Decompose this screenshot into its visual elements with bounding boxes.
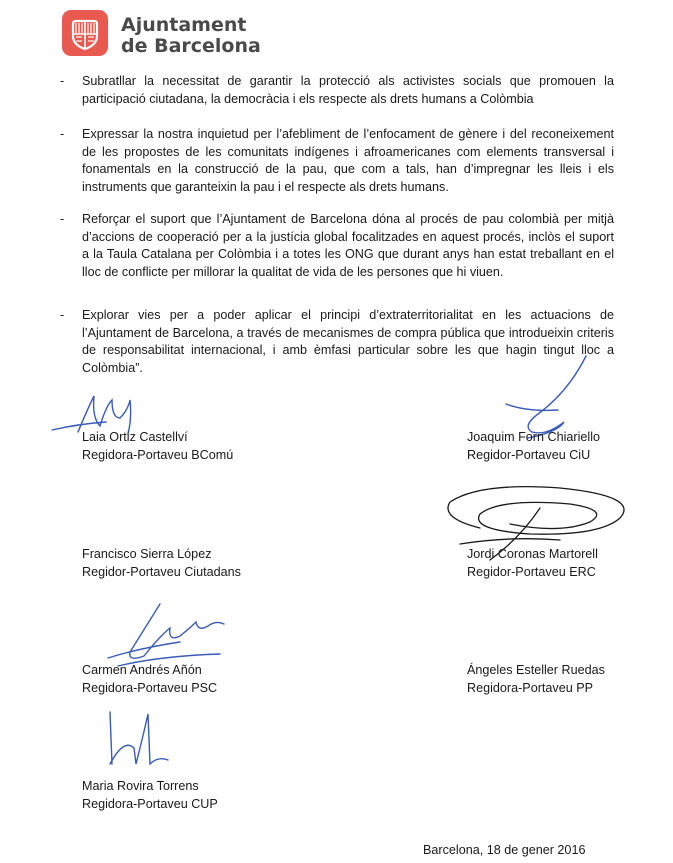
signatory-role: Regidora-Portaveu PP bbox=[467, 681, 594, 695]
signatory-role: Regidora-Portaveu CUP bbox=[82, 797, 218, 811]
organization-name-line2: de Barcelona bbox=[121, 35, 261, 57]
resolution-point-1 bbox=[60, 73, 614, 108]
resolution-point-text: Explorar vies per a poder aplicar el principi d’extraterritorialitat en les actuacions de l’Ajuntament de Barcelona, a través de mecanismes de compra pública que introdueixin criteris de responsabilitat internacional, i amb èmfasi particular sobre les que hagin tingut lloc a Colòmbia”. bbox=[82, 308, 614, 375]
resolution-point-4 bbox=[60, 307, 614, 377]
signatory-role: Regidor-Portaveu CiU bbox=[467, 448, 591, 462]
signatory-6 bbox=[467, 661, 605, 697]
resolution-point-3 bbox=[60, 211, 614, 281]
organization-name-line1: Ajuntament bbox=[121, 14, 247, 36]
signatory-5 bbox=[82, 661, 217, 697]
signatory-name: Maria Rovira Torrens bbox=[82, 779, 199, 793]
signatory-name: Joaquim Forn Chiariello bbox=[467, 430, 600, 444]
signatory-2 bbox=[467, 428, 600, 464]
signatory-role: Regidor-Portaveu Ciutadans bbox=[82, 565, 241, 579]
bullet-dash: - bbox=[60, 74, 65, 88]
bullet-dash: - bbox=[60, 308, 65, 322]
signatory-1 bbox=[82, 428, 233, 464]
resolution-point-2 bbox=[60, 126, 614, 196]
bullet-dash: - bbox=[60, 212, 65, 226]
signatory-role: Regidor-Portaveu ERC bbox=[467, 565, 596, 579]
signatory-name: Laia Ortiz Castellví bbox=[82, 430, 188, 444]
signatory-3 bbox=[82, 545, 241, 581]
signatory-name: Carmen Andrés Añón bbox=[82, 663, 202, 677]
resolution-point-text: Expressar la nostra inquietud per l’afebliment de l’enfocament de gènere i del reconeixement de les propostes de les comunitats indígenes i afroamericanes com elements transversal i fonamentals en la construcció de la pau, que com a tals, han d’impregnar les lleis i els instruments que garanteixin la pau i el respecte als drets humans. bbox=[82, 127, 614, 194]
organization-name bbox=[121, 15, 261, 57]
bullet-dash: - bbox=[60, 127, 65, 141]
signature-maria-rovira bbox=[100, 708, 180, 778]
city-council-logo bbox=[62, 10, 108, 56]
signatory-role: Regidora-Portaveu BComú bbox=[82, 448, 234, 462]
resolution-point-text: Reforçar el suport que l’Ajuntament de Barcelona dóna al procés de pau colombià per mitjà d’accions de cooperació per a la justícia global focalitzades en aquest procés, inclòs el suport a la Taula Catalana per Colòmbia i a totes les ONG que durant anys han estat treballant en el lloc de conflicte per millorar la qualitat de vida de les persones que hi viuen. bbox=[82, 212, 614, 279]
signatory-name: Jordi Coronas Martorell bbox=[467, 547, 598, 561]
signatory-7 bbox=[82, 777, 218, 813]
signatory-4 bbox=[467, 545, 598, 581]
signatory-name: Francisco Sierra López bbox=[82, 547, 212, 561]
signatory-role: Regidora-Portaveu PSC bbox=[82, 681, 218, 695]
resolution-point-text: Subratllar la necessitat de garantir la protecció als activistes socials que promouen la participació ciutadana, la democràcia i els respecte als drets humans a Colòmbia bbox=[82, 74, 614, 106]
signatory-name: Ángeles Esteller Ruedas bbox=[467, 663, 605, 677]
date-line: Barcelona, 18 de gener 2016 bbox=[423, 843, 586, 857]
